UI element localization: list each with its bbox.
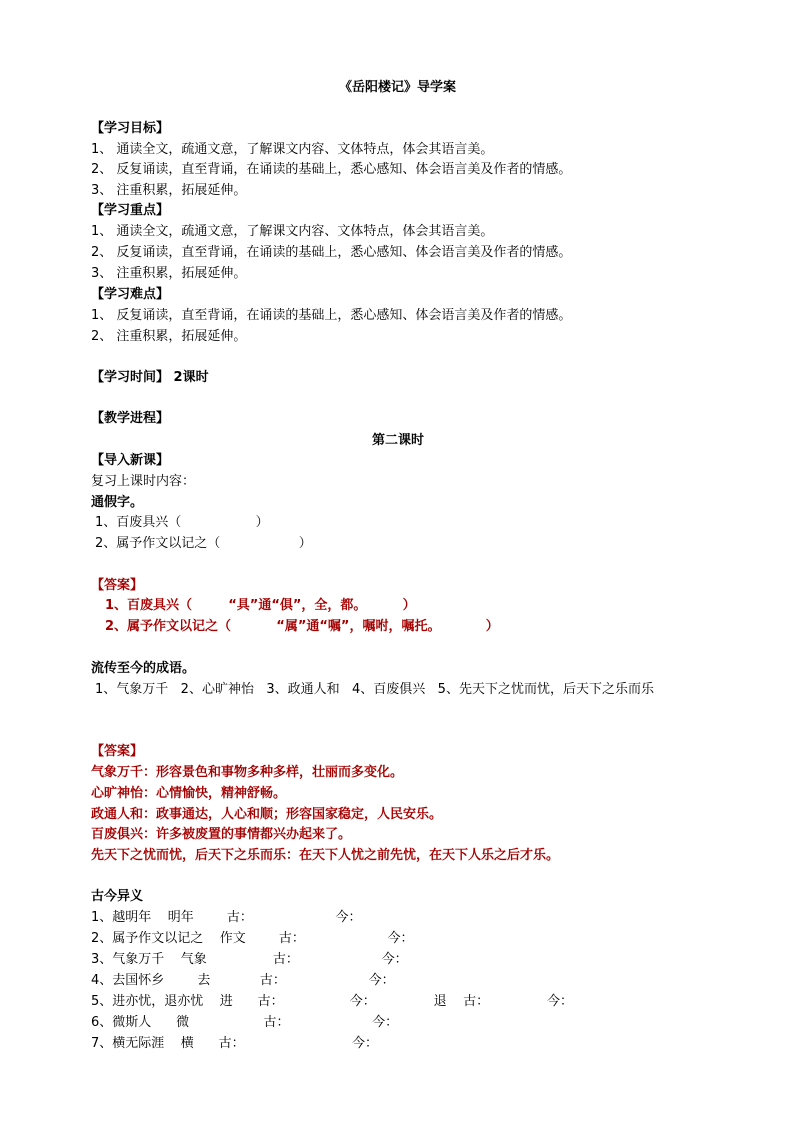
idiom-answer: 政通人和：政事通达，人心和顺；形容国家稳定，人民安乐。 [91, 807, 443, 822]
difficulty-heading: 【学习难点】 [91, 287, 170, 302]
tongjiazi-item: 2、属予作文以记之（ ） [95, 536, 312, 551]
idioms-heading: 流传至今的成语。 [91, 661, 196, 676]
objective-item: 3、 注重积累，拓展延伸。 [91, 183, 247, 198]
gujin-item: 7、横无际涯 横 古： 今： [91, 1036, 379, 1051]
answer-item: 1、百废具兴（ “具”通“俱”，全，都。 ） [105, 598, 416, 613]
gujin-item: 6、微斯人 微 古： 今： [91, 1015, 399, 1030]
answer-item: 2、属予作文以记之（ “属”通“嘱”，嘱咐，嘱托。 ） [105, 619, 499, 634]
focus-item: 3、 注重积累，拓展延伸。 [91, 266, 247, 281]
idiom-answer: 心旷神怡：心情愉快，精神舒畅。 [91, 786, 287, 801]
idiom-answer: 百废俱兴：许多被废置的事情都兴办起来了。 [91, 827, 352, 842]
idiom-answer: 先天下之忧而忧，后天下之乐而乐：在天下人忧之前先忧，在天下人乐之后才乐。 [91, 848, 560, 863]
gujin-heading: 古今异义 [91, 889, 144, 904]
focus-item: 1、 通读全文，疏通文意，了解课文内容、文体特点，体会其语言美。 [91, 224, 494, 239]
answer-heading: 【答案】 [91, 744, 144, 759]
review-label: 复习上课时内容： [91, 474, 196, 489]
objective-item: 2、 反复诵读，直至背诵，在诵读的基础上，悉心感知、体会语言美及作者的情感。 [91, 162, 572, 177]
focus-item: 2、 反复诵读，直至背诵，在诵读的基础上，悉心感知、体会语言美及作者的情感。 [91, 245, 572, 260]
idioms-list: 1、气象万千 2、心旷神怡 3、政通人和 4、百废俱兴 5、先天下之忧而忧，后天下之乐而乐 [95, 682, 654, 697]
page-title: 《岳阳楼记》导学案 [339, 80, 457, 95]
gujin-item: 1、越明年 明年 古： 今： [91, 910, 362, 925]
time-line: 【学习时间】 2课时 [91, 370, 209, 385]
gujin-item: 2、属予作文以记之 作文 古： 今： [91, 931, 414, 946]
objectives-heading: 【学习目标】 [91, 121, 170, 136]
tongjiazi-label: 通假字。 [91, 495, 144, 510]
difficulty-item: 2、 注重积累，拓展延伸。 [91, 329, 247, 344]
gujin-item: 4、去国怀乡 去 古： 今： [91, 973, 395, 988]
lesson-heading: 第二课时 [372, 433, 425, 448]
tongjiazi-item: 1、百废具兴（ ） [95, 515, 269, 530]
difficulty-item: 1、 反复诵读，直至背诵，在诵读的基础上，悉心感知、体会语言美及作者的情感。 [91, 308, 572, 323]
idiom-answer: 气象万千：形容景色和事物多种多样，壮丽而多变化。 [91, 765, 404, 780]
answer-heading: 【答案】 [91, 578, 144, 593]
gujin-item: 5、进亦忧，退亦忧 进 古： 今： 退 古： 今： [91, 994, 573, 1009]
objective-item: 1、 通读全文，疏通文意，了解课文内容、文体特点，体会其语言美。 [91, 142, 494, 157]
focus-heading: 【学习重点】 [91, 203, 170, 218]
process-heading: 【教学进程】 [91, 411, 170, 426]
intro-heading: 【导入新课】 [91, 453, 170, 468]
gujin-item: 3、气象万千 气象 古： 今： [91, 952, 408, 967]
